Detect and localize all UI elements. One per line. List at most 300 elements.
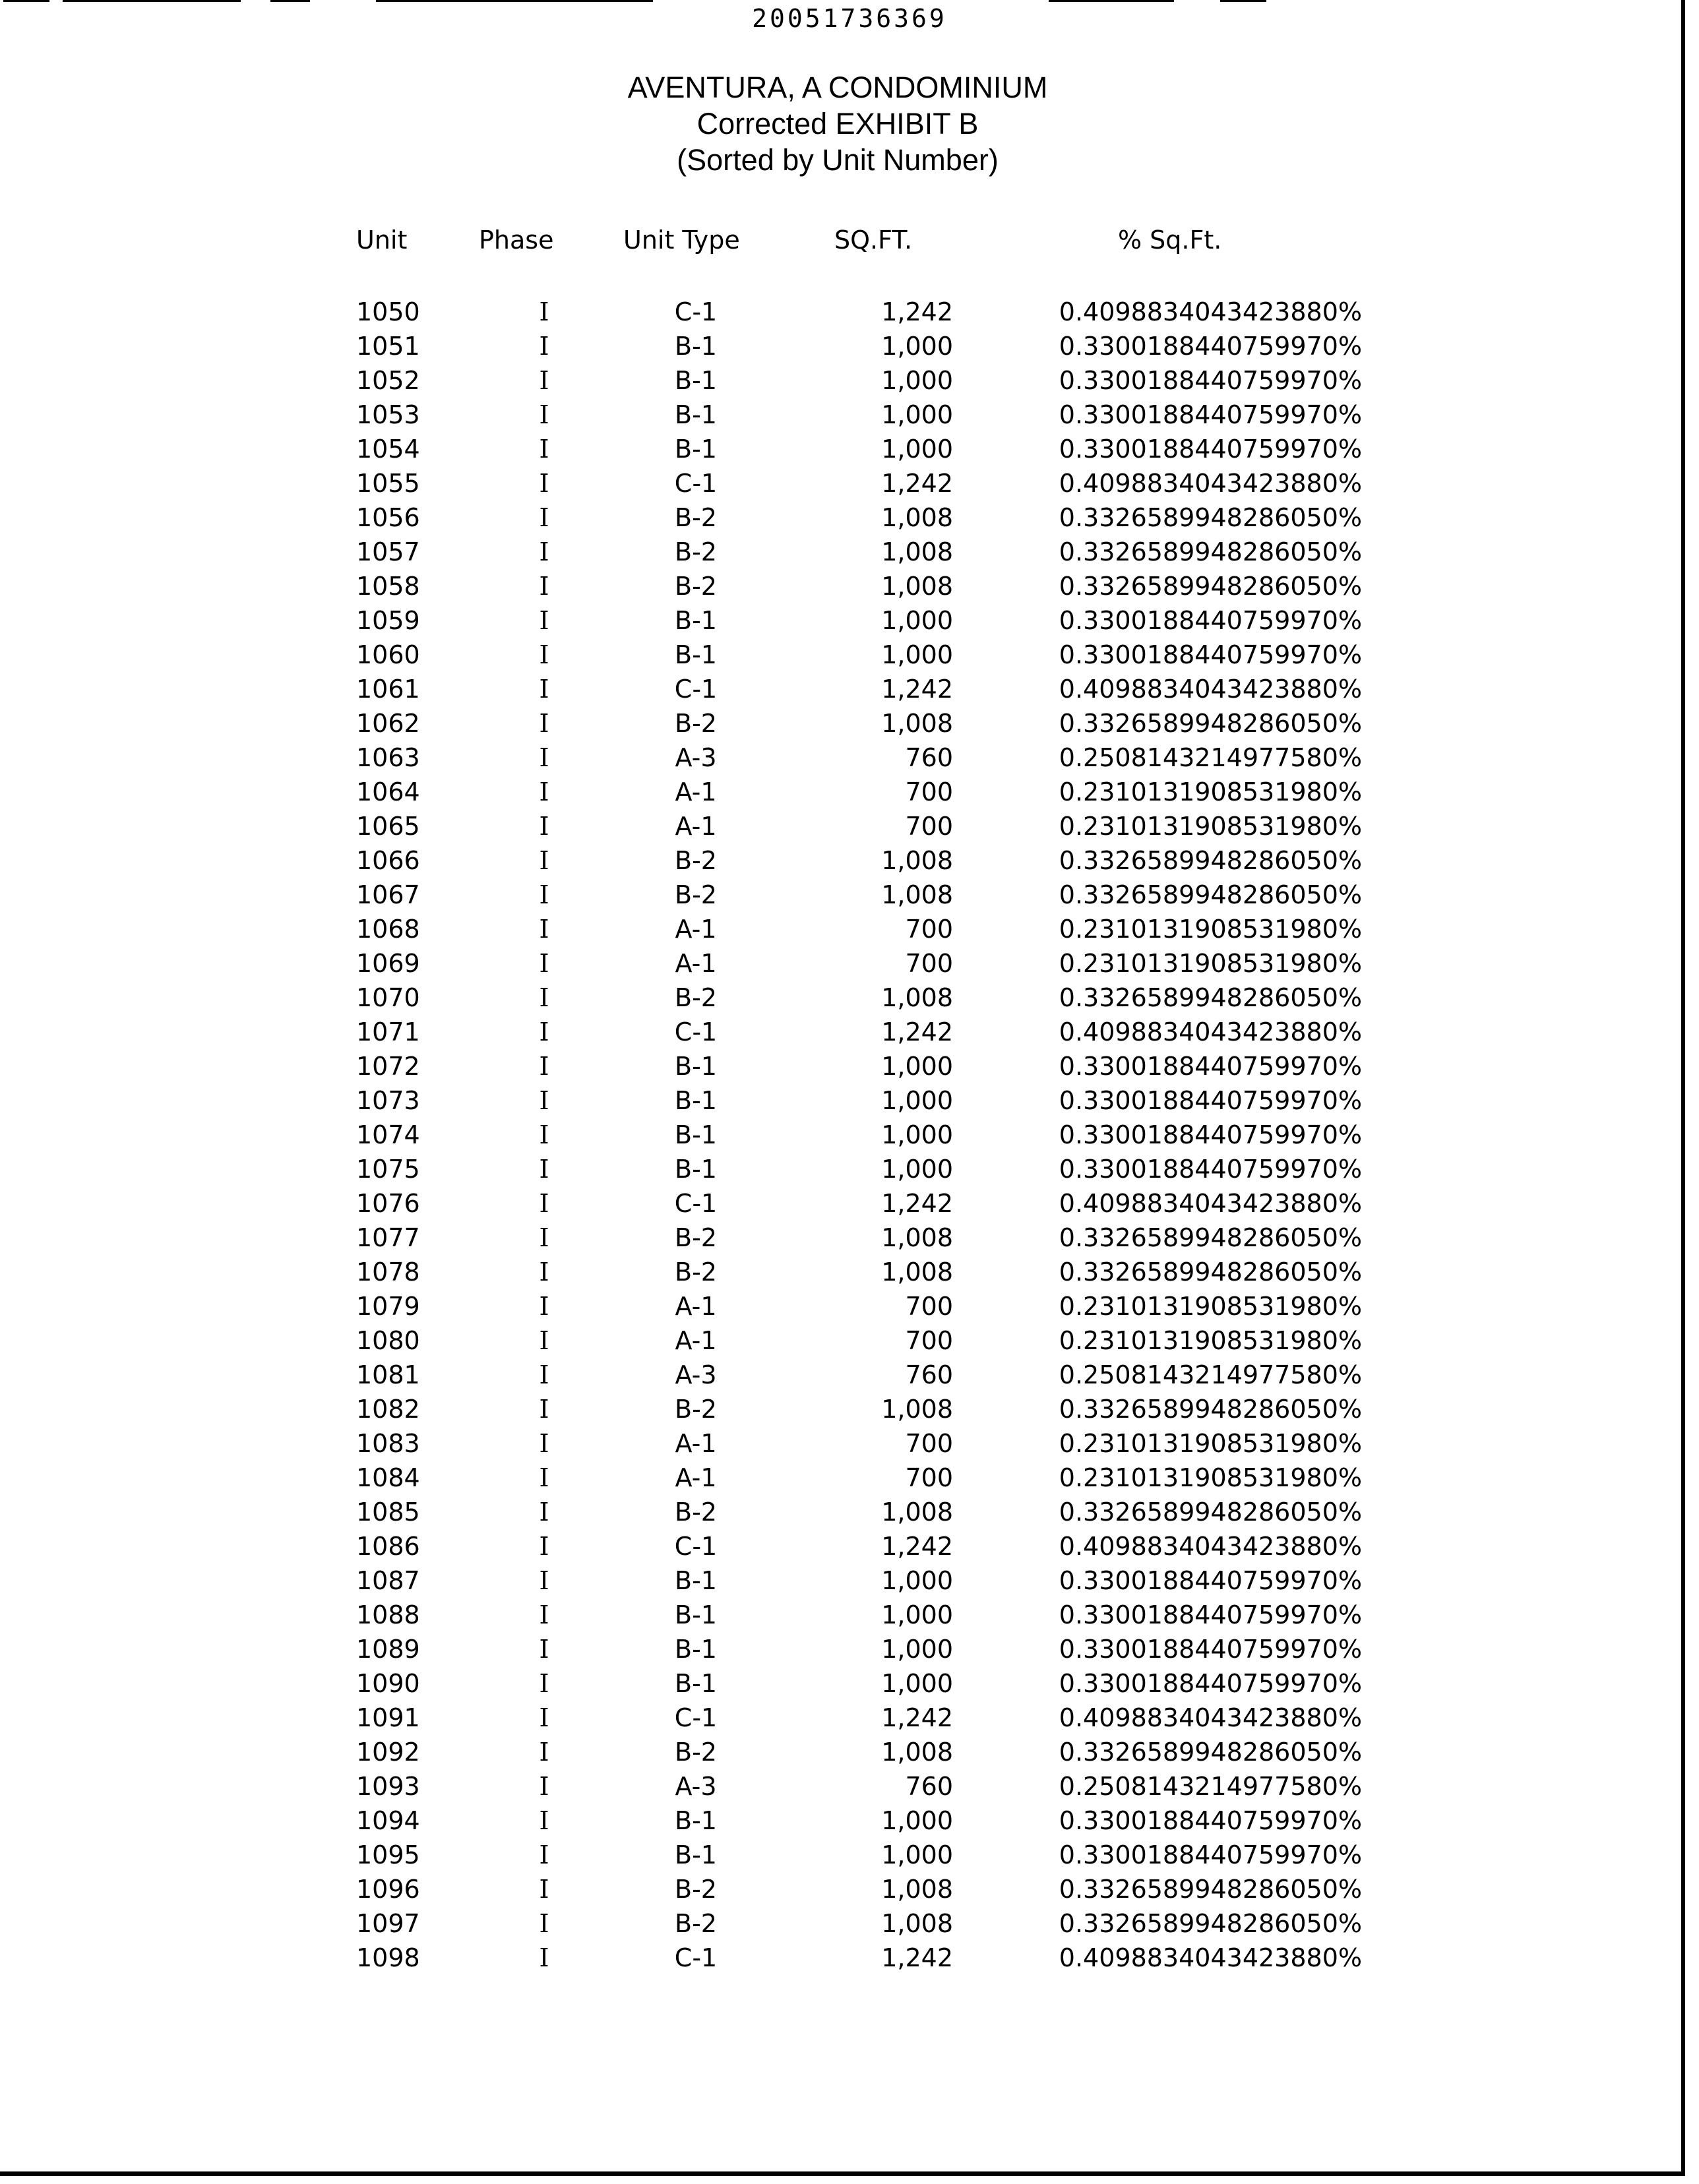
scan-edge-right (1681, 0, 1685, 2176)
phase-cell: I (539, 572, 549, 601)
pct-sqft-cell: 0.3300188440759970% (1059, 606, 1362, 635)
sqft-cell: 760 (905, 743, 953, 772)
unit-type-cell: B-1 (675, 1086, 717, 1115)
pct-sqft-cell: 0.3300188440759970% (1059, 1806, 1362, 1835)
unit-cell: 1062 (356, 709, 420, 738)
row-indent (0, 501, 356, 535)
table-row (0, 432, 1362, 466)
sqft-cell: 700 (905, 1429, 953, 1458)
row-indent (0, 1049, 356, 1083)
table-row (0, 638, 1362, 672)
sqft-cell: 1,008 (881, 1223, 953, 1252)
sqft-cell: 1,008 (881, 1738, 953, 1767)
table-row (0, 1735, 1362, 1769)
sqft-cell: 760 (905, 1772, 953, 1801)
table-row (0, 946, 1362, 981)
pct-sqft-cell: 0.2310131908531980% (1059, 1429, 1362, 1458)
phase-cell: I (539, 469, 549, 498)
pct-sqft-cell: 0.2310131908531980% (1059, 777, 1362, 806)
table-row (0, 1529, 1362, 1563)
row-indent (0, 843, 356, 878)
table-row (0, 1323, 1362, 1358)
units-table (0, 295, 1362, 1975)
unit-cell: 1056 (356, 503, 420, 532)
scan-edge-bottom (0, 2171, 1685, 2176)
unit-type-cell: B-1 (675, 1052, 717, 1081)
row-indent (0, 363, 356, 398)
pct-sqft-cell: 0.3300188440759970% (1059, 640, 1362, 669)
row-indent (0, 1221, 356, 1255)
row-indent (0, 912, 356, 946)
unit-type-cell: B-1 (675, 1566, 717, 1595)
sqft-cell: 700 (905, 1326, 953, 1355)
phase-cell: I (539, 812, 549, 841)
sqft-cell: 1,242 (881, 297, 953, 326)
table-row (0, 466, 1362, 501)
unit-type-cell: A-3 (675, 743, 717, 772)
row-indent (0, 1426, 356, 1461)
sqft-cell: 1,000 (881, 1806, 953, 1835)
row-indent (0, 1358, 356, 1392)
pct-sqft-cell: 0.2508143214977580% (1059, 1772, 1362, 1801)
row-indent (0, 1255, 356, 1289)
phase-cell: I (539, 1738, 549, 1767)
phase-cell: I (539, 1223, 549, 1252)
unit-type-cell: B-2 (675, 1395, 717, 1424)
pct-sqft-cell: 0.3326589948286050% (1059, 1875, 1362, 1904)
sqft-cell: 700 (905, 777, 953, 806)
unit-cell: 1085 (356, 1498, 420, 1527)
unit-type-cell: B-2 (675, 1258, 717, 1287)
pct-sqft-cell: 0.3326589948286050% (1059, 1258, 1362, 1287)
unit-cell: 1063 (356, 743, 420, 772)
pct-sqft-cell: 0.3326589948286050% (1059, 1909, 1362, 1938)
row-indent (0, 1804, 356, 1838)
sqft-cell: 1,000 (881, 400, 953, 429)
phase-cell: I (539, 1017, 549, 1046)
unit-type-cell: C-1 (674, 675, 718, 704)
unit-cell: 1061 (356, 675, 420, 704)
phase-cell: I (539, 1052, 549, 1081)
unit-type-cell: C-1 (674, 1017, 718, 1046)
row-indent (0, 569, 356, 603)
unit-cell: 1086 (356, 1532, 420, 1561)
column-header-sqft: SQ.FT. (834, 226, 913, 255)
unit-type-cell: C-1 (674, 1189, 718, 1218)
pct-sqft-cell: 0.3326589948286050% (1059, 1498, 1362, 1527)
sqft-cell: 1,242 (881, 1703, 953, 1732)
row-indent (0, 1735, 356, 1769)
unit-type-cell: B-1 (675, 1120, 717, 1149)
unit-type-cell: B-1 (675, 332, 717, 361)
phase-cell: I (539, 1806, 549, 1835)
column-header-pct-sqft: % Sq.Ft. (1118, 226, 1222, 255)
phase-cell: I (539, 1463, 549, 1492)
table-row (0, 1906, 1362, 1941)
unit-cell: 1079 (356, 1292, 420, 1321)
pct-sqft-cell: 0.3300188440759970% (1059, 1086, 1362, 1115)
document-header (0, 69, 1675, 178)
document-number: 20051736369 (752, 4, 947, 33)
column-header-phase: Phase (479, 226, 554, 255)
unit-cell: 1074 (356, 1120, 420, 1149)
unit-type-cell: B-1 (675, 1669, 717, 1698)
pct-sqft-cell: 0.2310131908531980% (1059, 1463, 1362, 1492)
pct-sqft-cell: 0.2508143214977580% (1059, 1360, 1362, 1389)
document-title: AVENTURA, A CONDOMINIUM (627, 71, 1048, 104)
pct-sqft-cell: 0.3300188440759970% (1059, 1155, 1362, 1184)
sqft-cell: 700 (905, 812, 953, 841)
unit-cell: 1089 (356, 1635, 420, 1664)
row-indent (0, 1118, 356, 1152)
unit-cell: 1066 (356, 846, 420, 875)
units-table-body (0, 295, 1362, 1975)
unit-type-cell: B-1 (675, 606, 717, 635)
table-row (0, 535, 1362, 569)
row-indent (0, 672, 356, 706)
unit-cell: 1091 (356, 1703, 420, 1732)
row-indent (0, 1529, 356, 1563)
pct-sqft-cell: 0.3326589948286050% (1059, 880, 1362, 909)
row-indent (0, 809, 356, 843)
table-row (0, 1872, 1362, 1906)
table-row (0, 1701, 1362, 1735)
sqft-cell: 700 (905, 949, 953, 978)
row-indent (0, 432, 356, 466)
phase-cell: I (539, 983, 549, 1012)
table-row (0, 1221, 1362, 1255)
table-row (0, 501, 1362, 535)
row-indent (0, 1701, 356, 1735)
phase-cell: I (539, 1909, 549, 1938)
sqft-cell: 1,008 (881, 503, 953, 532)
row-indent (0, 329, 356, 363)
row-indent (0, 946, 356, 981)
table-row (0, 363, 1362, 398)
unit-cell: 1080 (356, 1326, 420, 1355)
phase-cell: I (539, 640, 549, 669)
pct-sqft-cell: 0.3326589948286050% (1059, 503, 1362, 532)
sqft-cell: 1,000 (881, 1635, 953, 1664)
unit-type-cell: A-1 (675, 915, 717, 944)
sqft-cell: 1,000 (881, 1600, 953, 1629)
phase-cell: I (539, 1189, 549, 1218)
sqft-cell: 1,000 (881, 332, 953, 361)
unit-cell: 1092 (356, 1738, 420, 1767)
sqft-cell: 1,000 (881, 1566, 953, 1595)
phase-cell: I (539, 1875, 549, 1904)
sqft-cell: 700 (905, 915, 953, 944)
row-indent (0, 1598, 356, 1632)
table-row (0, 912, 1362, 946)
phase-cell: I (539, 709, 549, 738)
sqft-cell: 1,008 (881, 1395, 953, 1424)
pct-sqft-cell: 0.2310131908531980% (1059, 949, 1362, 978)
unit-type-cell: B-1 (675, 1635, 717, 1664)
unit-type-cell: B-2 (675, 709, 717, 738)
table-row (0, 1495, 1362, 1529)
unit-type-cell: B-2 (675, 983, 717, 1012)
unit-cell: 1057 (356, 537, 420, 566)
table-row (0, 1083, 1362, 1118)
phase-cell: I (539, 1258, 549, 1287)
unit-type-cell: B-2 (675, 572, 717, 601)
unit-type-cell: B-1 (675, 1600, 717, 1629)
pct-sqft-cell: 0.3300188440759970% (1059, 1566, 1362, 1595)
row-indent (0, 1289, 356, 1323)
sqft-cell: 1,000 (881, 640, 953, 669)
table-row (0, 1049, 1362, 1083)
unit-type-cell: B-2 (675, 537, 717, 566)
unit-cell: 1095 (356, 1840, 420, 1869)
pct-sqft-cell: 0.4098834043423880% (1059, 297, 1362, 326)
table-row (0, 603, 1362, 638)
phase-cell: I (539, 915, 549, 944)
sqft-cell: 1,000 (881, 1155, 953, 1184)
row-indent (0, 1941, 356, 1975)
unit-type-cell: B-1 (675, 1840, 717, 1869)
row-indent (0, 1872, 356, 1906)
table-row (0, 1598, 1362, 1632)
table-row (0, 1015, 1362, 1049)
unit-type-cell: A-1 (675, 812, 717, 841)
row-indent (0, 1838, 356, 1872)
table-row (0, 981, 1362, 1015)
phase-cell: I (539, 1498, 549, 1527)
pct-sqft-cell: 0.3300188440759970% (1059, 1840, 1362, 1869)
unit-type-cell: C-1 (674, 469, 718, 498)
unit-cell: 1088 (356, 1600, 420, 1629)
unit-type-cell: C-1 (674, 297, 718, 326)
table-row (0, 1186, 1362, 1221)
unit-type-cell: A-3 (675, 1772, 717, 1801)
phase-cell: I (539, 400, 549, 429)
phase-cell: I (539, 366, 549, 395)
phase-cell: I (539, 743, 549, 772)
phase-cell: I (539, 1360, 549, 1389)
row-indent (0, 295, 356, 329)
table-row (0, 706, 1362, 741)
sqft-cell: 1,000 (881, 1120, 953, 1149)
row-indent (0, 1152, 356, 1186)
table-row (0, 1118, 1362, 1152)
sqft-cell: 1,008 (881, 537, 953, 566)
pct-sqft-cell: 0.3300188440759970% (1059, 400, 1362, 429)
phase-cell: I (539, 503, 549, 532)
table-row (0, 329, 1362, 363)
pct-sqft-cell: 0.3326589948286050% (1059, 1395, 1362, 1424)
unit-cell: 1064 (356, 777, 420, 806)
unit-cell: 1053 (356, 400, 420, 429)
table-row (0, 1804, 1362, 1838)
row-indent (0, 775, 356, 809)
table-row (0, 1255, 1362, 1289)
phase-cell: I (539, 846, 549, 875)
unit-cell: 1071 (356, 1017, 420, 1046)
unit-cell: 1076 (356, 1189, 420, 1218)
pct-sqft-cell: 0.2310131908531980% (1059, 1326, 1362, 1355)
phase-cell: I (539, 1292, 549, 1321)
row-indent (0, 1323, 356, 1358)
row-indent (0, 1495, 356, 1529)
column-header-unit-type: Unit Type (623, 226, 740, 255)
phase-cell: I (539, 1703, 549, 1732)
unit-cell: 1059 (356, 606, 420, 635)
unit-cell: 1096 (356, 1875, 420, 1904)
phase-cell: I (539, 1155, 549, 1184)
unit-cell: 1068 (356, 915, 420, 944)
phase-cell: I (539, 1429, 549, 1458)
unit-cell: 1073 (356, 1086, 420, 1115)
sqft-cell: 1,008 (881, 709, 953, 738)
sqft-cell: 760 (905, 1360, 953, 1389)
unit-cell: 1075 (356, 1155, 420, 1184)
phase-cell: I (539, 1943, 549, 1972)
sqft-cell: 1,008 (881, 880, 953, 909)
document-sort-note: (Sorted by Unit Number) (677, 143, 999, 177)
pct-sqft-cell: 0.2310131908531980% (1059, 1292, 1362, 1321)
unit-cell: 1081 (356, 1360, 420, 1389)
phase-cell: I (539, 1326, 549, 1355)
phase-cell: I (539, 1120, 549, 1149)
table-row (0, 1461, 1362, 1495)
row-indent (0, 398, 356, 432)
unit-cell: 1054 (356, 435, 420, 464)
unit-type-cell: A-1 (675, 1429, 717, 1458)
unit-cell: 1093 (356, 1772, 420, 1801)
phase-cell: I (539, 332, 549, 361)
row-indent (0, 1392, 356, 1426)
phase-cell: I (539, 1532, 549, 1561)
row-indent (0, 706, 356, 741)
phase-cell: I (539, 435, 549, 464)
sqft-cell: 1,000 (881, 1840, 953, 1869)
pct-sqft-cell: 0.3300188440759970% (1059, 1120, 1362, 1149)
unit-cell: 1098 (356, 1943, 420, 1972)
row-indent (0, 1632, 356, 1666)
row-indent (0, 1906, 356, 1941)
table-row (0, 1632, 1362, 1666)
unit-type-cell: A-1 (675, 777, 717, 806)
sqft-cell: 1,008 (881, 846, 953, 875)
column-header-unit: Unit (356, 226, 408, 255)
unit-cell: 1067 (356, 880, 420, 909)
unit-cell: 1097 (356, 1909, 420, 1938)
unit-cell: 1070 (356, 983, 420, 1012)
pct-sqft-cell: 0.3326589948286050% (1059, 1738, 1362, 1767)
pct-sqft-cell: 0.3326589948286050% (1059, 709, 1362, 738)
row-indent (0, 1015, 356, 1049)
sqft-cell: 1,000 (881, 606, 953, 635)
phase-cell: I (539, 1772, 549, 1801)
pct-sqft-cell: 0.3300188440759970% (1059, 332, 1362, 361)
row-indent (0, 1083, 356, 1118)
pct-sqft-cell: 0.4098834043423880% (1059, 1017, 1362, 1046)
pct-sqft-cell: 0.3326589948286050% (1059, 572, 1362, 601)
row-indent (0, 535, 356, 569)
phase-cell: I (539, 297, 549, 326)
unit-cell: 1055 (356, 469, 420, 498)
unit-cell: 1065 (356, 812, 420, 841)
pct-sqft-cell: 0.3300188440759970% (1059, 435, 1362, 464)
phase-cell: I (539, 1395, 549, 1424)
row-indent (0, 638, 356, 672)
row-indent (0, 466, 356, 501)
phase-cell: I (539, 1669, 549, 1698)
unit-type-cell: A-1 (675, 1326, 717, 1355)
pct-sqft-cell: 0.3300188440759970% (1059, 1669, 1362, 1698)
unit-type-cell: B-1 (675, 640, 717, 669)
phase-cell: I (539, 949, 549, 978)
table-row (0, 775, 1362, 809)
sqft-cell: 1,008 (881, 572, 953, 601)
unit-cell: 1077 (356, 1223, 420, 1252)
sqft-cell: 1,242 (881, 1189, 953, 1218)
table-row (0, 398, 1362, 432)
sqft-cell: 1,242 (881, 469, 953, 498)
sqft-cell: 1,000 (881, 435, 953, 464)
pct-sqft-cell: 0.4098834043423880% (1059, 1943, 1362, 1972)
phase-cell: I (539, 777, 549, 806)
sqft-cell: 1,242 (881, 1017, 953, 1046)
table-row (0, 1392, 1362, 1426)
pct-sqft-cell: 0.2508143214977580% (1059, 743, 1362, 772)
phase-cell: I (539, 1600, 549, 1629)
unit-type-cell: A-3 (675, 1360, 717, 1389)
pct-sqft-cell: 0.3326589948286050% (1059, 1223, 1362, 1252)
row-indent (0, 1563, 356, 1598)
table-row (0, 1358, 1362, 1392)
sqft-cell: 1,242 (881, 675, 953, 704)
phase-cell: I (539, 1086, 549, 1115)
sqft-cell: 1,000 (881, 1669, 953, 1698)
row-indent (0, 1769, 356, 1804)
pct-sqft-cell: 0.3300188440759970% (1059, 366, 1362, 395)
pct-sqft-cell: 0.3300188440759970% (1059, 1052, 1362, 1081)
table-row (0, 1666, 1362, 1701)
unit-type-cell: C-1 (674, 1703, 718, 1732)
unit-type-cell: B-1 (675, 1155, 717, 1184)
sqft-cell: 1,008 (881, 983, 953, 1012)
document-subtitle: Corrected EXHIBIT B (696, 107, 979, 140)
pct-sqft-cell: 0.3326589948286050% (1059, 537, 1362, 566)
sqft-cell: 1,008 (881, 1875, 953, 1904)
unit-type-cell: A-1 (675, 1292, 717, 1321)
row-indent (0, 878, 356, 912)
unit-cell: 1082 (356, 1395, 420, 1424)
table-row (0, 569, 1362, 603)
table-row (0, 843, 1362, 878)
table-row (0, 672, 1362, 706)
row-indent (0, 741, 356, 775)
sqft-cell: 1,242 (881, 1943, 953, 1972)
sqft-cell: 1,000 (881, 1052, 953, 1081)
unit-cell: 1060 (356, 640, 420, 669)
unit-cell: 1083 (356, 1429, 420, 1458)
unit-type-cell: B-2 (675, 880, 717, 909)
unit-type-cell: A-1 (675, 1463, 717, 1492)
unit-cell: 1051 (356, 332, 420, 361)
unit-cell: 1078 (356, 1258, 420, 1287)
unit-type-cell: B-1 (675, 1806, 717, 1835)
unit-type-cell: C-1 (674, 1532, 718, 1561)
unit-type-cell: B-2 (675, 1498, 717, 1527)
pct-sqft-cell: 0.3300188440759970% (1059, 1600, 1362, 1629)
unit-type-cell: B-2 (675, 1738, 717, 1767)
unit-cell: 1052 (356, 366, 420, 395)
unit-cell: 1087 (356, 1566, 420, 1595)
table-row (0, 1426, 1362, 1461)
